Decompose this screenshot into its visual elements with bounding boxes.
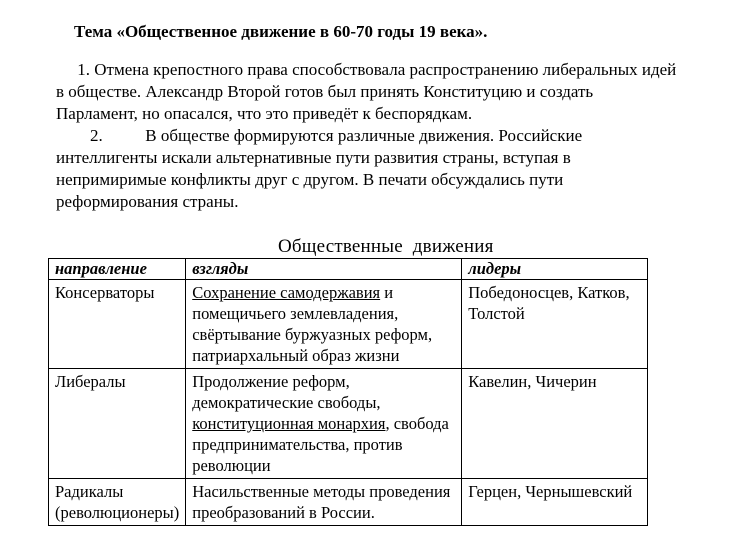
header-direction: направление xyxy=(49,259,186,280)
table-header-row xyxy=(49,259,648,280)
leaders-line: Победоносцев, Катков, xyxy=(468,283,630,302)
views-line: революции xyxy=(192,456,271,475)
direction-cell xyxy=(49,479,186,526)
views-line: предпринимательства, против xyxy=(192,435,403,454)
paragraph-1 xyxy=(56,59,746,125)
views-line: патриархальный образ жизни xyxy=(192,346,400,365)
views-cell xyxy=(186,369,462,479)
table-row xyxy=(49,369,648,479)
table-row xyxy=(49,479,648,526)
views-cell xyxy=(186,479,462,526)
social-movements-table xyxy=(48,258,648,526)
views-line: помещичьего землевладения, xyxy=(192,304,399,323)
views-text: и xyxy=(380,283,394,302)
leaders-line: Толстой xyxy=(468,304,525,323)
header-views: взгляды xyxy=(186,259,462,280)
direction-text: Консерваторы xyxy=(55,283,155,302)
table-title: Общественные движения xyxy=(278,236,494,257)
page-title: Тема «Общественное движение в 60-70 годы 19 века». xyxy=(74,22,488,41)
leaders-cell xyxy=(462,479,648,526)
views-line: демократические свободы, xyxy=(192,393,381,412)
leaders-line: Герцен, Чернышевский xyxy=(468,482,633,501)
direction-text: Либералы xyxy=(55,372,126,391)
views-line: свёртывание буржуазных реформ, xyxy=(192,325,433,344)
table-row xyxy=(49,280,648,369)
views-line: Продолжение реформ, xyxy=(192,372,350,391)
views-line xyxy=(192,413,455,434)
paragraph-1-line: 1. Отмена крепостного права способствовала распространению либеральных идей xyxy=(56,60,677,79)
views-line xyxy=(192,282,455,303)
leaders-line: Кавелин, Чичерин xyxy=(468,372,597,391)
views-cell xyxy=(186,280,462,369)
direction-text: (революционеры) xyxy=(55,503,180,522)
paragraph-2 xyxy=(56,125,746,213)
header-leaders: лидеры xyxy=(462,259,648,280)
paragraph-2-line: 2. В обществе формируются различные движения. Российские xyxy=(56,126,583,145)
leaders-cell xyxy=(462,280,648,369)
direction-cell xyxy=(49,280,186,369)
paragraph-2-line: непримиримые конфликты друг с другом. В печати обсуждались пути xyxy=(56,170,564,189)
direction-text: Радикалы xyxy=(55,482,124,501)
direction-cell xyxy=(49,369,186,479)
views-underlined: Сохранение самодержавия xyxy=(192,283,381,302)
paragraph-1-line: Парламент, но опасался, что это приведёт к беспорядкам. xyxy=(56,104,473,123)
views-text: , свобода xyxy=(385,414,449,433)
views-line: Насильственные методы проведения xyxy=(192,482,451,501)
views-underlined: конституционная монархия xyxy=(192,414,386,433)
paragraph-2-line: реформирования страны. xyxy=(56,192,239,211)
leaders-cell xyxy=(462,369,648,479)
paragraph-2-line: интеллигенты искали альтернативные пути развития страны, вступая в xyxy=(56,148,571,167)
views-line: преобразований в России. xyxy=(192,503,375,522)
paragraph-1-line: в обществе. Александр Второй готов был принять Конституцию и создать xyxy=(56,82,594,101)
